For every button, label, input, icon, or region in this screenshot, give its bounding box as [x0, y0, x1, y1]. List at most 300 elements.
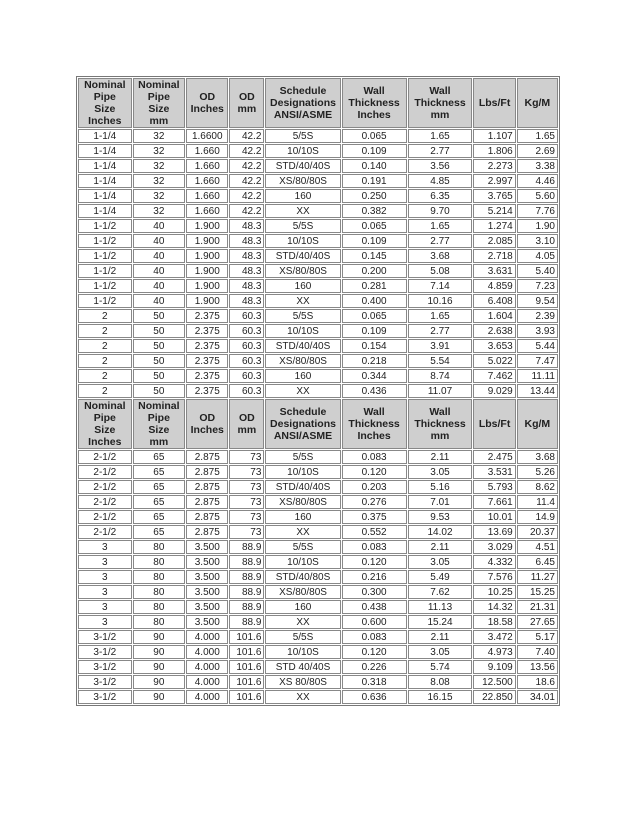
table-row [78, 339, 558, 353]
table-row [78, 234, 558, 248]
cell-wall-mm: 5.49 [408, 570, 473, 584]
cell-wall-inches: 0.300 [342, 585, 407, 599]
cell-schedule: XS/80/80S [265, 495, 340, 509]
cell-wall-mm: 8.08 [408, 675, 473, 689]
cell-nominal-size-inches: 3-1/2 [78, 675, 132, 689]
table-row [78, 159, 558, 173]
cell-lbs-ft: 5.214 [473, 204, 515, 218]
cell-nominal-size-mm: 80 [133, 555, 186, 569]
cell-kg-m: 20.37 [517, 525, 558, 539]
cell-od-inches: 2.375 [186, 339, 228, 353]
cell-wall-mm: 1.65 [408, 129, 473, 143]
cell-wall-inches: 0.600 [342, 615, 407, 629]
pipe-schedule-table [76, 76, 560, 706]
cell-kg-m: 3.68 [517, 450, 558, 464]
cell-nominal-size-inches: 2-1/2 [78, 495, 132, 509]
cell-od-inches: 2.375 [186, 384, 228, 398]
cell-wall-mm: 7.01 [408, 495, 473, 509]
cell-od-inches: 3.500 [186, 585, 228, 599]
cell-od-inches: 1.6600 [186, 129, 228, 143]
cell-wall-inches: 0.120 [342, 465, 407, 479]
cell-od-inches: 2.875 [186, 510, 228, 524]
cell-wall-inches: 0.216 [342, 570, 407, 584]
cell-kg-m: 11.27 [517, 570, 558, 584]
cell-kg-m: 27.65 [517, 615, 558, 629]
cell-nominal-size-inches: 3-1/2 [78, 630, 132, 644]
header-wall-inches: Wall Thickness Inches [342, 78, 407, 128]
cell-schedule: 10/10S [265, 645, 340, 659]
cell-schedule: 10/10S [265, 234, 340, 248]
header-od-mm: OD mm [229, 78, 264, 128]
cell-wall-mm: 14.02 [408, 525, 473, 539]
cell-od-mm: 60.3 [229, 339, 264, 353]
cell-lbs-ft: 7.661 [473, 495, 515, 509]
cell-wall-inches: 0.083 [342, 630, 407, 644]
cell-od-mm: 60.3 [229, 369, 264, 383]
cell-kg-m: 4.46 [517, 174, 558, 188]
cell-kg-m: 5.17 [517, 630, 558, 644]
cell-kg-m: 5.40 [517, 264, 558, 278]
cell-kg-m: 15.25 [517, 585, 558, 599]
header-kg-m: Kg/M [517, 78, 558, 128]
cell-lbs-ft: 2.997 [473, 174, 515, 188]
cell-schedule: 160 [265, 279, 340, 293]
table-row [78, 294, 558, 308]
cell-lbs-ft: 18.58 [473, 615, 515, 629]
cell-wall-inches: 0.065 [342, 309, 407, 323]
cell-od-mm: 48.3 [229, 234, 264, 248]
cell-od-inches: 2.875 [186, 525, 228, 539]
cell-od-mm: 73 [229, 465, 264, 479]
cell-schedule: 10/10S [265, 465, 340, 479]
cell-lbs-ft: 3.631 [473, 264, 515, 278]
pipe-schedule-sheet [76, 76, 560, 706]
cell-nominal-size-mm: 80 [133, 570, 186, 584]
table-row [78, 690, 558, 704]
cell-lbs-ft: 1.806 [473, 144, 515, 158]
cell-schedule: XX [265, 294, 340, 308]
cell-wall-mm: 7.62 [408, 585, 473, 599]
cell-schedule: 5/5S [265, 309, 340, 323]
cell-nominal-size-inches: 1-1/2 [78, 264, 132, 278]
cell-kg-m: 21.31 [517, 600, 558, 614]
cell-nominal-size-mm: 65 [133, 510, 186, 524]
cell-wall-mm: 5.74 [408, 660, 473, 674]
header-wall-inches: Wall Thickness Inches [342, 399, 407, 449]
cell-nominal-size-mm: 65 [133, 465, 186, 479]
cell-wall-mm: 16.15 [408, 690, 473, 704]
cell-schedule: XX [265, 690, 340, 704]
cell-od-mm: 42.2 [229, 129, 264, 143]
cell-kg-m: 2.39 [517, 309, 558, 323]
table-row [78, 675, 558, 689]
cell-lbs-ft: 4.973 [473, 645, 515, 659]
table-row [78, 324, 558, 338]
cell-kg-m: 6.45 [517, 555, 558, 569]
cell-nominal-size-mm: 40 [133, 234, 186, 248]
cell-wall-inches: 0.281 [342, 279, 407, 293]
cell-wall-mm: 9.70 [408, 204, 473, 218]
cell-kg-m: 7.76 [517, 204, 558, 218]
cell-nominal-size-inches: 3 [78, 585, 132, 599]
cell-od-inches: 1.900 [186, 234, 228, 248]
cell-od-inches: 3.500 [186, 540, 228, 554]
cell-od-mm: 101.6 [229, 645, 264, 659]
table-row [78, 600, 558, 614]
cell-wall-mm: 5.54 [408, 354, 473, 368]
cell-schedule: XS 80/80S [265, 675, 340, 689]
cell-od-mm: 42.2 [229, 174, 264, 188]
cell-nominal-size-inches: 1-1/2 [78, 219, 132, 233]
cell-nominal-size-inches: 2 [78, 309, 132, 323]
cell-nominal-size-inches: 3 [78, 555, 132, 569]
cell-nominal-size-inches: 3-1/2 [78, 645, 132, 659]
header-wall-mm: Wall Thickness mm [408, 399, 473, 449]
cell-kg-m: 5.26 [517, 465, 558, 479]
cell-od-inches: 3.500 [186, 570, 228, 584]
table-row [78, 615, 558, 629]
cell-od-mm: 48.3 [229, 279, 264, 293]
cell-wall-mm: 3.68 [408, 249, 473, 263]
cell-wall-mm: 5.16 [408, 480, 473, 494]
cell-wall-inches: 0.109 [342, 234, 407, 248]
table-row [78, 495, 558, 509]
cell-kg-m: 18.6 [517, 675, 558, 689]
header-nominal-size-inches: Nominal Pipe Size Inches [78, 399, 132, 449]
cell-nominal-size-inches: 2 [78, 384, 132, 398]
cell-wall-mm: 9.53 [408, 510, 473, 524]
cell-schedule: 10/10S [265, 555, 340, 569]
cell-lbs-ft: 10.25 [473, 585, 515, 599]
cell-kg-m: 7.40 [517, 645, 558, 659]
cell-lbs-ft: 6.408 [473, 294, 515, 308]
cell-wall-mm: 3.05 [408, 555, 473, 569]
cell-nominal-size-inches: 1-1/4 [78, 204, 132, 218]
cell-wall-mm: 1.65 [408, 219, 473, 233]
cell-od-inches: 4.000 [186, 660, 228, 674]
cell-od-inches: 3.500 [186, 555, 228, 569]
cell-nominal-size-mm: 90 [133, 675, 186, 689]
cell-schedule: STD 40/40S [265, 660, 340, 674]
cell-wall-inches: 0.109 [342, 324, 407, 338]
cell-wall-inches: 0.436 [342, 384, 407, 398]
header-nominal-size-inches: Nominal Pipe Size Inches [78, 78, 132, 128]
cell-wall-mm: 5.08 [408, 264, 473, 278]
cell-wall-mm: 3.56 [408, 159, 473, 173]
table-row [78, 480, 558, 494]
cell-od-mm: 48.3 [229, 264, 264, 278]
cell-nominal-size-mm: 40 [133, 294, 186, 308]
cell-wall-inches: 0.140 [342, 159, 407, 173]
cell-wall-mm: 11.13 [408, 600, 473, 614]
cell-nominal-size-mm: 90 [133, 690, 186, 704]
cell-od-inches: 2.875 [186, 465, 228, 479]
cell-wall-mm: 7.14 [408, 279, 473, 293]
cell-wall-mm: 2.11 [408, 450, 473, 464]
cell-nominal-size-inches: 2 [78, 324, 132, 338]
cell-nominal-size-mm: 32 [133, 159, 186, 173]
cell-nominal-size-mm: 65 [133, 450, 186, 464]
cell-schedule: XS/80/80S [265, 354, 340, 368]
cell-lbs-ft: 9.109 [473, 660, 515, 674]
cell-od-inches: 3.500 [186, 615, 228, 629]
cell-wall-inches: 0.154 [342, 339, 407, 353]
cell-wall-inches: 0.318 [342, 675, 407, 689]
cell-od-inches: 1.900 [186, 294, 228, 308]
cell-nominal-size-inches: 1-1/4 [78, 174, 132, 188]
table-row [78, 510, 558, 524]
cell-nominal-size-inches: 3 [78, 570, 132, 584]
table-row [78, 645, 558, 659]
cell-nominal-size-mm: 32 [133, 204, 186, 218]
cell-lbs-ft: 22.850 [473, 690, 515, 704]
cell-lbs-ft: 13.69 [473, 525, 515, 539]
cell-wall-inches: 0.250 [342, 189, 407, 203]
cell-nominal-size-inches: 1-1/2 [78, 249, 132, 263]
cell-lbs-ft: 7.462 [473, 369, 515, 383]
cell-wall-inches: 0.120 [342, 645, 407, 659]
cell-od-mm: 42.2 [229, 189, 264, 203]
cell-od-mm: 88.9 [229, 600, 264, 614]
table-row [78, 219, 558, 233]
cell-kg-m: 3.38 [517, 159, 558, 173]
cell-wall-inches: 0.109 [342, 144, 407, 158]
table-row [78, 279, 558, 293]
cell-nominal-size-inches: 1-1/4 [78, 129, 132, 143]
cell-kg-m: 7.23 [517, 279, 558, 293]
cell-lbs-ft: 2.475 [473, 450, 515, 464]
cell-wall-inches: 0.276 [342, 495, 407, 509]
cell-od-mm: 88.9 [229, 585, 264, 599]
cell-wall-inches: 0.382 [342, 204, 407, 218]
cell-lbs-ft: 5.793 [473, 480, 515, 494]
cell-nominal-size-mm: 32 [133, 189, 186, 203]
cell-nominal-size-inches: 3 [78, 615, 132, 629]
cell-od-inches: 2.875 [186, 480, 228, 494]
table-row [78, 204, 558, 218]
table-row [78, 354, 558, 368]
cell-schedule: XX [265, 204, 340, 218]
cell-wall-inches: 0.083 [342, 540, 407, 554]
cell-wall-inches: 0.375 [342, 510, 407, 524]
cell-nominal-size-inches: 1-1/4 [78, 159, 132, 173]
cell-od-inches: 2.875 [186, 495, 228, 509]
cell-od-inches: 2.375 [186, 369, 228, 383]
cell-lbs-ft: 3.029 [473, 540, 515, 554]
cell-od-mm: 73 [229, 480, 264, 494]
cell-nominal-size-mm: 80 [133, 600, 186, 614]
cell-lbs-ft: 4.859 [473, 279, 515, 293]
header-nominal-size-mm: Nominal Pipe Size mm [133, 399, 186, 449]
cell-wall-inches: 0.552 [342, 525, 407, 539]
table-row [78, 369, 558, 383]
cell-od-inches: 2.375 [186, 309, 228, 323]
cell-od-mm: 101.6 [229, 690, 264, 704]
cell-nominal-size-mm: 80 [133, 540, 186, 554]
cell-nominal-size-inches: 1-1/4 [78, 189, 132, 203]
table-row [78, 129, 558, 143]
cell-nominal-size-mm: 65 [133, 495, 186, 509]
cell-lbs-ft: 7.576 [473, 570, 515, 584]
cell-od-inches: 4.000 [186, 630, 228, 644]
cell-lbs-ft: 4.332 [473, 555, 515, 569]
cell-lbs-ft: 12.500 [473, 675, 515, 689]
cell-lbs-ft: 1.274 [473, 219, 515, 233]
cell-nominal-size-inches: 1-1/2 [78, 234, 132, 248]
cell-kg-m: 4.51 [517, 540, 558, 554]
cell-kg-m: 1.65 [517, 129, 558, 143]
cell-schedule: STD/40/40S [265, 339, 340, 353]
cell-kg-m: 14.9 [517, 510, 558, 524]
header-wall-mm: Wall Thickness mm [408, 78, 473, 128]
cell-nominal-size-inches: 2 [78, 369, 132, 383]
cell-wall-mm: 8.74 [408, 369, 473, 383]
cell-schedule: 160 [265, 369, 340, 383]
cell-nominal-size-inches: 3 [78, 600, 132, 614]
header-od-inches: OD Inches [186, 399, 228, 449]
table-row [78, 570, 558, 584]
cell-wall-inches: 0.400 [342, 294, 407, 308]
header-od-inches: OD Inches [186, 78, 228, 128]
cell-lbs-ft: 2.085 [473, 234, 515, 248]
cell-lbs-ft: 2.718 [473, 249, 515, 263]
cell-wall-mm: 2.77 [408, 234, 473, 248]
cell-nominal-size-mm: 90 [133, 645, 186, 659]
table-row [78, 630, 558, 644]
cell-od-mm: 48.3 [229, 294, 264, 308]
table-row [78, 525, 558, 539]
cell-kg-m: 7.47 [517, 354, 558, 368]
cell-od-mm: 48.3 [229, 219, 264, 233]
cell-nominal-size-mm: 32 [133, 144, 186, 158]
cell-wall-inches: 0.226 [342, 660, 407, 674]
cell-nominal-size-mm: 50 [133, 369, 186, 383]
cell-nominal-size-mm: 32 [133, 174, 186, 188]
cell-wall-inches: 0.200 [342, 264, 407, 278]
cell-nominal-size-mm: 50 [133, 354, 186, 368]
cell-schedule: 5/5S [265, 450, 340, 464]
cell-lbs-ft: 5.022 [473, 354, 515, 368]
cell-od-inches: 2.375 [186, 324, 228, 338]
cell-wall-mm: 2.11 [408, 540, 473, 554]
cell-od-inches: 1.900 [186, 249, 228, 263]
cell-kg-m: 34.01 [517, 690, 558, 704]
cell-schedule: 5/5S [265, 630, 340, 644]
cell-od-mm: 42.2 [229, 204, 264, 218]
cell-nominal-size-inches: 3 [78, 540, 132, 554]
table-row [78, 465, 558, 479]
cell-wall-mm: 2.11 [408, 630, 473, 644]
cell-nominal-size-mm: 90 [133, 660, 186, 674]
cell-schedule: 160 [265, 189, 340, 203]
cell-nominal-size-mm: 50 [133, 384, 186, 398]
cell-od-inches: 4.000 [186, 690, 228, 704]
cell-od-inches: 2.875 [186, 450, 228, 464]
table-row [78, 585, 558, 599]
cell-kg-m: 8.62 [517, 480, 558, 494]
cell-nominal-size-inches: 1-1/2 [78, 294, 132, 308]
cell-wall-mm: 2.77 [408, 324, 473, 338]
cell-od-inches: 4.000 [186, 645, 228, 659]
cell-nominal-size-mm: 65 [133, 525, 186, 539]
cell-od-mm: 88.9 [229, 540, 264, 554]
cell-nominal-size-mm: 50 [133, 309, 186, 323]
cell-kg-m: 11.4 [517, 495, 558, 509]
cell-lbs-ft: 1.107 [473, 129, 515, 143]
cell-od-mm: 48.3 [229, 249, 264, 263]
cell-schedule: STD/40/80S [265, 570, 340, 584]
cell-nominal-size-inches: 2-1/2 [78, 480, 132, 494]
cell-nominal-size-mm: 32 [133, 129, 186, 143]
cell-nominal-size-mm: 50 [133, 324, 186, 338]
cell-od-mm: 73 [229, 450, 264, 464]
cell-kg-m: 5.44 [517, 339, 558, 353]
header-schedule: Schedule Designations ANSI/ASME [265, 399, 340, 449]
table-row [78, 450, 558, 464]
cell-schedule: 5/5S [265, 540, 340, 554]
cell-lbs-ft: 9.029 [473, 384, 515, 398]
cell-od-mm: 101.6 [229, 675, 264, 689]
cell-od-inches: 1.660 [186, 189, 228, 203]
cell-od-mm: 73 [229, 510, 264, 524]
cell-nominal-size-mm: 80 [133, 615, 186, 629]
cell-od-mm: 60.3 [229, 324, 264, 338]
cell-schedule: STD/40/40S [265, 159, 340, 173]
header-row [78, 399, 558, 449]
cell-schedule: XX [265, 525, 340, 539]
cell-nominal-size-inches: 2 [78, 339, 132, 353]
header-kg-m: Kg/M [517, 399, 558, 449]
cell-schedule: 10/10S [265, 324, 340, 338]
table-row [78, 264, 558, 278]
cell-kg-m: 9.54 [517, 294, 558, 308]
table-row [78, 174, 558, 188]
cell-od-mm: 101.6 [229, 630, 264, 644]
cell-wall-inches: 0.191 [342, 174, 407, 188]
cell-od-mm: 88.9 [229, 555, 264, 569]
cell-od-inches: 1.660 [186, 159, 228, 173]
cell-lbs-ft: 10.01 [473, 510, 515, 524]
cell-od-mm: 42.2 [229, 144, 264, 158]
cell-kg-m: 5.60 [517, 189, 558, 203]
header-row [78, 78, 558, 128]
cell-wall-inches: 0.636 [342, 690, 407, 704]
cell-od-inches: 4.000 [186, 675, 228, 689]
table-row [78, 144, 558, 158]
cell-nominal-size-mm: 40 [133, 264, 186, 278]
header-lbs-ft: Lbs/Ft [473, 399, 515, 449]
cell-od-inches: 2.375 [186, 354, 228, 368]
cell-wall-mm: 1.65 [408, 309, 473, 323]
cell-wall-inches: 0.065 [342, 219, 407, 233]
cell-od-mm: 73 [229, 495, 264, 509]
cell-schedule: XS/80/80S [265, 585, 340, 599]
cell-kg-m: 11.11 [517, 369, 558, 383]
cell-od-inches: 1.660 [186, 144, 228, 158]
cell-kg-m: 1.90 [517, 219, 558, 233]
header-schedule: Schedule Designations ANSI/ASME [265, 78, 340, 128]
cell-lbs-ft: 2.273 [473, 159, 515, 173]
cell-schedule: 5/5S [265, 129, 340, 143]
cell-nominal-size-inches: 3-1/2 [78, 690, 132, 704]
cell-lbs-ft: 1.604 [473, 309, 515, 323]
cell-wall-mm: 2.77 [408, 144, 473, 158]
cell-schedule: 5/5S [265, 219, 340, 233]
cell-od-mm: 60.3 [229, 354, 264, 368]
cell-od-mm: 60.3 [229, 384, 264, 398]
cell-lbs-ft: 3.653 [473, 339, 515, 353]
cell-od-inches: 1.900 [186, 219, 228, 233]
